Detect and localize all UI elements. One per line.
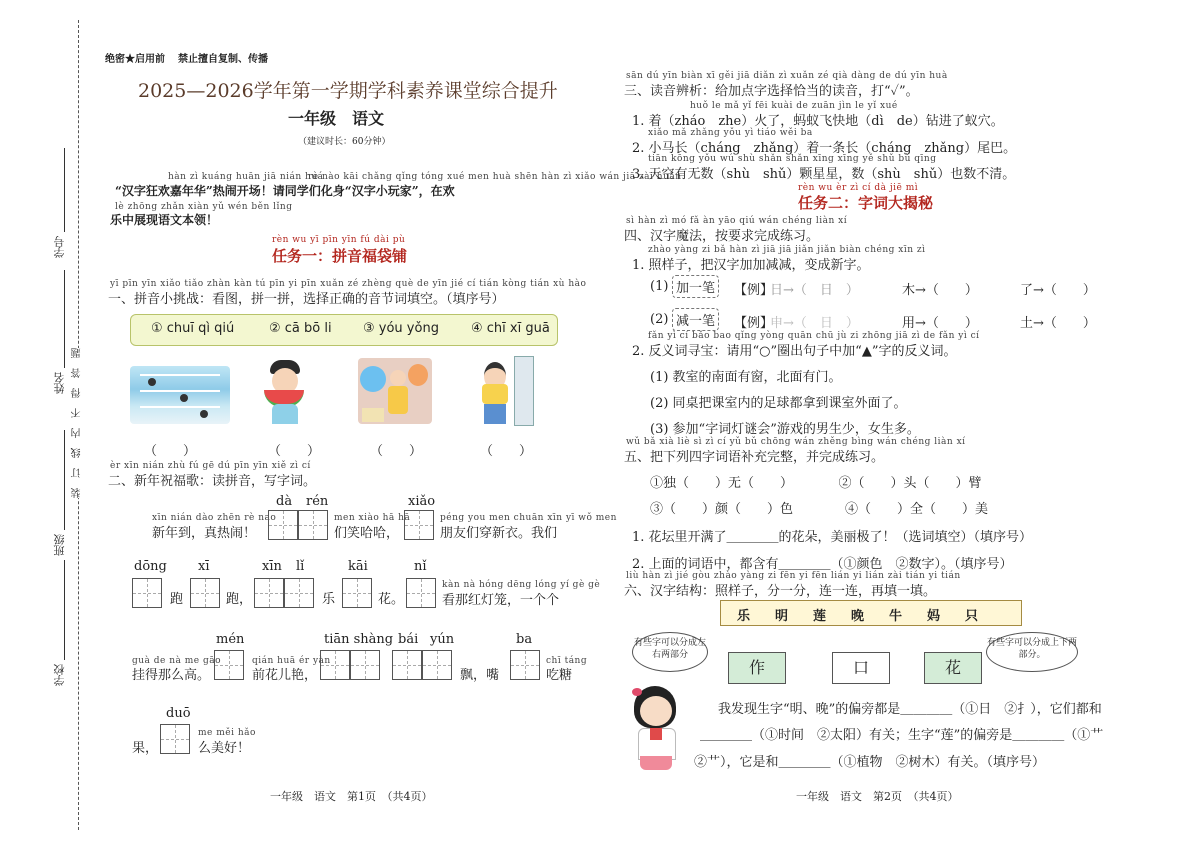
write-box[interactable]	[284, 578, 314, 608]
pinyin-yun: yún	[430, 632, 455, 647]
fill-sentence-3[interactable]: ②艹），它是和＿＿＿＿（①植物 ②树木）有关。（填序号）	[694, 755, 1046, 770]
q2-pinyin: èr xīn nián zhù fú gē dú pīn yīn xiě zì cí	[110, 461, 311, 471]
q4-s1-pinyin: zhào yàng zi bǎ hàn zì jiā jiā jiǎn jiǎn biàn chéng xīn zì	[648, 245, 926, 255]
q3-i3-pinyin: tiān kōng yǒu wú shù shǎn shǎn xīng xīng yě shǔ bù qīng	[648, 154, 937, 164]
q6-pinyin: liù hàn zì jié gòu zhào yàng zi fēn yi fēn lián yi lián zài tián yi tián	[626, 571, 961, 581]
task2-title: 任务二：字词大揭秘	[798, 194, 934, 212]
add-label: (1)	[650, 279, 669, 294]
poem-word: 花。	[378, 592, 405, 607]
write-box[interactable]	[392, 650, 422, 680]
add-stroke-tag: 加一笔	[672, 275, 719, 298]
number-label: 学号	[53, 236, 66, 258]
intro-pinyin-a: hàn zì kuáng huān jiā nián huá	[168, 172, 324, 182]
write-box[interactable]	[422, 650, 452, 680]
q6-instruction: 六、汉字结构：照样子，分一分，连一连，再填一填。	[624, 584, 937, 599]
speech-bubble-left: 有些字可以分成左右两部分	[632, 632, 708, 672]
pinyin-xiao: xiǎo	[408, 494, 436, 509]
answer-paren-4[interactable]: （ ）	[480, 444, 533, 459]
write-box[interactable]	[406, 578, 436, 608]
pinyin-tianshang: tiān shàng	[324, 632, 394, 647]
poem-word: 乐	[322, 592, 336, 607]
girl-illustration	[624, 686, 690, 772]
task1-pinyin: rèn wu yī pīn yīn fú dài pù	[272, 235, 406, 245]
intro-line-2: 乐中展现语文本领！	[110, 213, 219, 227]
poem-line1-b: 们笑哈哈，	[334, 526, 400, 541]
q1-instruction: 一、拼音小挑战：看图，拼一拼，选择正确的音节词填空。（填序号）	[108, 292, 505, 307]
q4-instruction: 四、汉字魔法，按要求完成练习。	[624, 229, 820, 244]
write-box[interactable]	[214, 650, 244, 680]
sub-question-1[interactable]: 用→（ ）	[902, 316, 978, 331]
q3-i1-pinyin: huǒ le mǎ yǐ fēi kuài de zuān jìn le yǐ xué	[690, 101, 898, 111]
class-field[interactable]	[64, 430, 65, 530]
blowing-balloon-image	[358, 358, 432, 424]
q5-pinyin: wǔ bǎ xià liè sì zì cí yǔ bǔ chōng wán zhěng bìng wán chéng liàn xí	[626, 437, 966, 447]
sub-label: (2)	[650, 312, 669, 327]
q5-question-2[interactable]: 2. 上面的词语中，都含有＿＿＿＿（①颜色 ②数字）。（填序号）	[632, 557, 1013, 572]
no-share-notice: 禁止擅自复制、传播	[178, 54, 268, 65]
q5-question-1[interactable]: 1. 花坛里开满了＿＿＿＿的花朵，美丽极了！（选词填空）（填序号）	[632, 530, 1033, 545]
sub-question-2[interactable]: 土→（ ）	[1020, 316, 1096, 331]
l2-pinyin-e: kàn nà hóng dēng lóng yí gè gè	[442, 580, 601, 590]
exam-title: 2025—2026学年第一学期学科素养课堂综合提升	[138, 80, 558, 102]
answer-paren-1[interactable]: （ ）	[144, 444, 197, 459]
q1-pinyin: yī pīn yīn xiǎo tiǎo zhàn kàn tú pīn yi pīn xuǎn zé zhèng què de yīn jié cí tián kòng tián xù hào	[110, 279, 587, 289]
example-tag: 【例】	[734, 283, 774, 298]
write-box[interactable]	[132, 578, 162, 608]
poem-line2-e: 看那红灯笼，一个个	[442, 593, 560, 608]
pinyin-da: dà	[276, 494, 293, 509]
answer-paren-3[interactable]: （ ）	[370, 444, 423, 459]
write-box[interactable]	[342, 578, 372, 608]
name-label: 姓名	[53, 372, 66, 394]
poem-line4-a: 果，	[132, 741, 159, 756]
poem-line1-a: 新年到，真热闹！	[152, 526, 257, 541]
pinyin-ren: rén	[306, 494, 329, 509]
pinyin-men: mén	[216, 632, 245, 647]
q4-sub2: 2. 反义词寻宝：请用“○”圈出句子中加“▲”字的反义词。	[632, 344, 957, 359]
structure-box-kou[interactable]: 口	[832, 652, 890, 684]
banner-characters[interactable]: 乐 明 莲 晚 牛 妈 只	[737, 609, 985, 624]
page2-footer: 一年级 语文 第2页 （共4页）	[796, 790, 959, 803]
intro-pinyin-b: rè nào kāi chǎng qǐng tóng xué men huà shēn hàn zì xiǎo wán jiā zài huān	[308, 172, 682, 182]
l1-pinyin-a: xīn nián dào zhēn rè nao	[152, 513, 277, 523]
fill-sentence-1[interactable]: 我发现生字“明、晚”的偏旁都是＿＿＿＿（①日 ②扌），它们都和	[718, 702, 1102, 717]
option-3: ③ yóu yǒng	[363, 321, 439, 336]
intro-line-1: “汉字狂欢嘉年华”热闹开场！请同学们化身“汉字小玩家”，在欢	[115, 184, 455, 198]
write-box[interactable]	[254, 578, 284, 608]
structure-box-zuo[interactable]: 作	[728, 652, 786, 684]
q3-pinyin: sān dú yīn biàn xī gěi jiā diǎn zì xuǎn zé qià dàng de dú yīn huà	[626, 71, 948, 81]
write-box[interactable]	[350, 650, 380, 680]
q3-item-2: 2. 小马长（cháng zhǎng）着一条长（cháng zhǎng）尾巴。	[632, 141, 1017, 156]
boy-wiping-window-image	[474, 356, 534, 426]
write-box[interactable]	[298, 510, 328, 540]
idiom-row-2[interactable]: ③（ ）颜（ ）色 ④（ ）全（ ）美	[650, 502, 989, 517]
structure-box-hua[interactable]: 花	[924, 652, 982, 684]
name-field[interactable]	[64, 270, 65, 368]
pinyin-option-banner	[130, 314, 558, 346]
exam-subtitle: 一年级 语文	[288, 109, 385, 128]
add-question-2[interactable]: 了→（ ）	[1020, 283, 1096, 298]
q3-item-1: 1. 着（zháo zhe）火了，蚂蚁飞快地（dì de）钻进了蚁穴。	[632, 114, 1004, 129]
poem-line3-c: 飘，嘴	[460, 668, 500, 683]
l1-pinyin-b: men xiào hā hā	[334, 513, 411, 523]
school-field[interactable]	[64, 560, 65, 660]
q4-s2-pinyin: fǎn yì cí bǎo bao qǐng yòng quān chū jù zi zhōng jiā zì de fǎn yì cí	[648, 331, 980, 341]
poem-line3-d: 吃糖	[546, 668, 573, 683]
page1-footer: 一年级 语文 第1页 （共4页）	[270, 790, 433, 803]
pinyin-duo: duō	[166, 706, 191, 721]
option-4: ④ chī xī guā	[471, 321, 550, 336]
intro-pinyin-2: lè zhōng zhǎn xiàn yǔ wén běn lǐng	[115, 202, 293, 212]
secret-mark: 绝密★启用前	[105, 54, 165, 65]
fill-sentence-2[interactable]: ＿＿＿＿（①时间 ②太阳）有关；生字“莲”的偏旁是＿＿＿＿（①艹	[700, 728, 1104, 743]
boy-eating-watermelon-image	[262, 360, 306, 424]
l3-pinyin-d: chī táng	[546, 656, 588, 666]
pinyin-ba: ba	[516, 632, 533, 647]
antonym-sentence-3[interactable]: (3) 参加“字词灯谜会”游戏的男生少，女生多。	[650, 422, 920, 437]
l1-pinyin-c: péng you men chuān xīn yī wǒ men	[440, 513, 617, 523]
pinyin-li: lǐ	[296, 559, 305, 574]
antonym-sentence-1[interactable]: (1) 教室的南面有窗，北面有门。	[650, 370, 842, 385]
write-box[interactable]	[160, 724, 190, 754]
l3-pinyin-a: guà de nà me gāo	[132, 656, 222, 666]
q4-sub1: 1. 照样子，把汉字加加减减，变成新字。	[632, 258, 870, 273]
example-1: 日→（ 日 ）	[770, 283, 859, 298]
poem-line3-b: 前花儿艳，	[252, 668, 318, 683]
poem-line1-c: 朋友们穿新衣。我们	[440, 526, 558, 541]
class-label: 班级	[53, 534, 66, 556]
seal-notice: 装 订 线 内 不 得 答 题	[72, 348, 83, 498]
q3-instruction: 三、读音辨析：给加点字选择恰当的读音，打“✓”。	[624, 84, 919, 99]
example-tag: 【例】	[734, 316, 774, 331]
add-question-1[interactable]: 木→（ ）	[902, 283, 978, 298]
example-2: 申→（ 日 ）	[770, 316, 859, 331]
task2-pinyin: rèn wu èr zì cí dà jiē mì	[798, 183, 919, 193]
poem-word: 跑	[170, 592, 184, 607]
remove-stroke-tag: 减一笔	[672, 308, 719, 331]
option-1: ① chuī qì qiú	[151, 321, 235, 336]
write-box[interactable]	[268, 510, 298, 540]
school-label: 学校	[53, 664, 66, 686]
idiom-row-1[interactable]: ①独（ ）无（ ） ②（ ）头（ ）臂	[650, 476, 982, 491]
pinyin-xin: xīn	[262, 559, 282, 574]
l4-pinyin-b: me měi hǎo	[198, 728, 256, 738]
character-banner	[720, 600, 1022, 626]
task1-title: 任务一：拼音福袋铺	[272, 247, 408, 265]
q3-item-3: 3. 天空有无数（shù shǔ）颗星星，数（shù shǔ）也数不清。	[632, 167, 1016, 182]
number-field[interactable]	[64, 148, 65, 232]
poem-line4-b: 么美好！	[198, 741, 251, 756]
q2-instruction: 二、新年祝福歌：读拼音，写字词。	[108, 474, 317, 489]
speech-bubble-right: 有些字可以分成上下两部分。	[986, 632, 1078, 672]
option-2: ② cā bō li	[269, 321, 332, 336]
poem-word: 跑，	[226, 592, 253, 607]
pinyin-xi: xī	[198, 559, 210, 574]
write-box[interactable]	[320, 650, 350, 680]
l3-pinyin-b: qián huā ér yàn	[252, 656, 331, 666]
pinyin-bai: bái	[398, 632, 419, 647]
pinyin-dong: dōng	[134, 559, 167, 574]
write-box[interactable]	[510, 650, 540, 680]
antonym-sentence-2[interactable]: (2) 同桌把课室内的足球都拿到课室外面了。	[650, 396, 907, 411]
write-box[interactable]	[190, 578, 220, 608]
answer-paren-2[interactable]: （ ）	[268, 444, 321, 459]
pinyin-ni: nǐ	[414, 559, 427, 574]
swimming-image	[130, 366, 230, 424]
write-box[interactable]	[404, 510, 434, 540]
q3-i2-pinyin: xiǎo mǎ zhǎng yǒu yì tiáo wěi ba	[648, 128, 813, 138]
pinyin-kai: kāi	[348, 559, 368, 574]
q4-pinyin: sì hàn zì mó fǎ àn yāo qiú wán chéng liàn xí	[626, 216, 848, 226]
q5-instruction: 五、把下列四字词语补充完整，并完成练习。	[624, 450, 885, 465]
suggested-time: （建议时长：60分钟）	[298, 137, 391, 147]
poem-line3-a: 挂得那么高。	[132, 668, 211, 683]
